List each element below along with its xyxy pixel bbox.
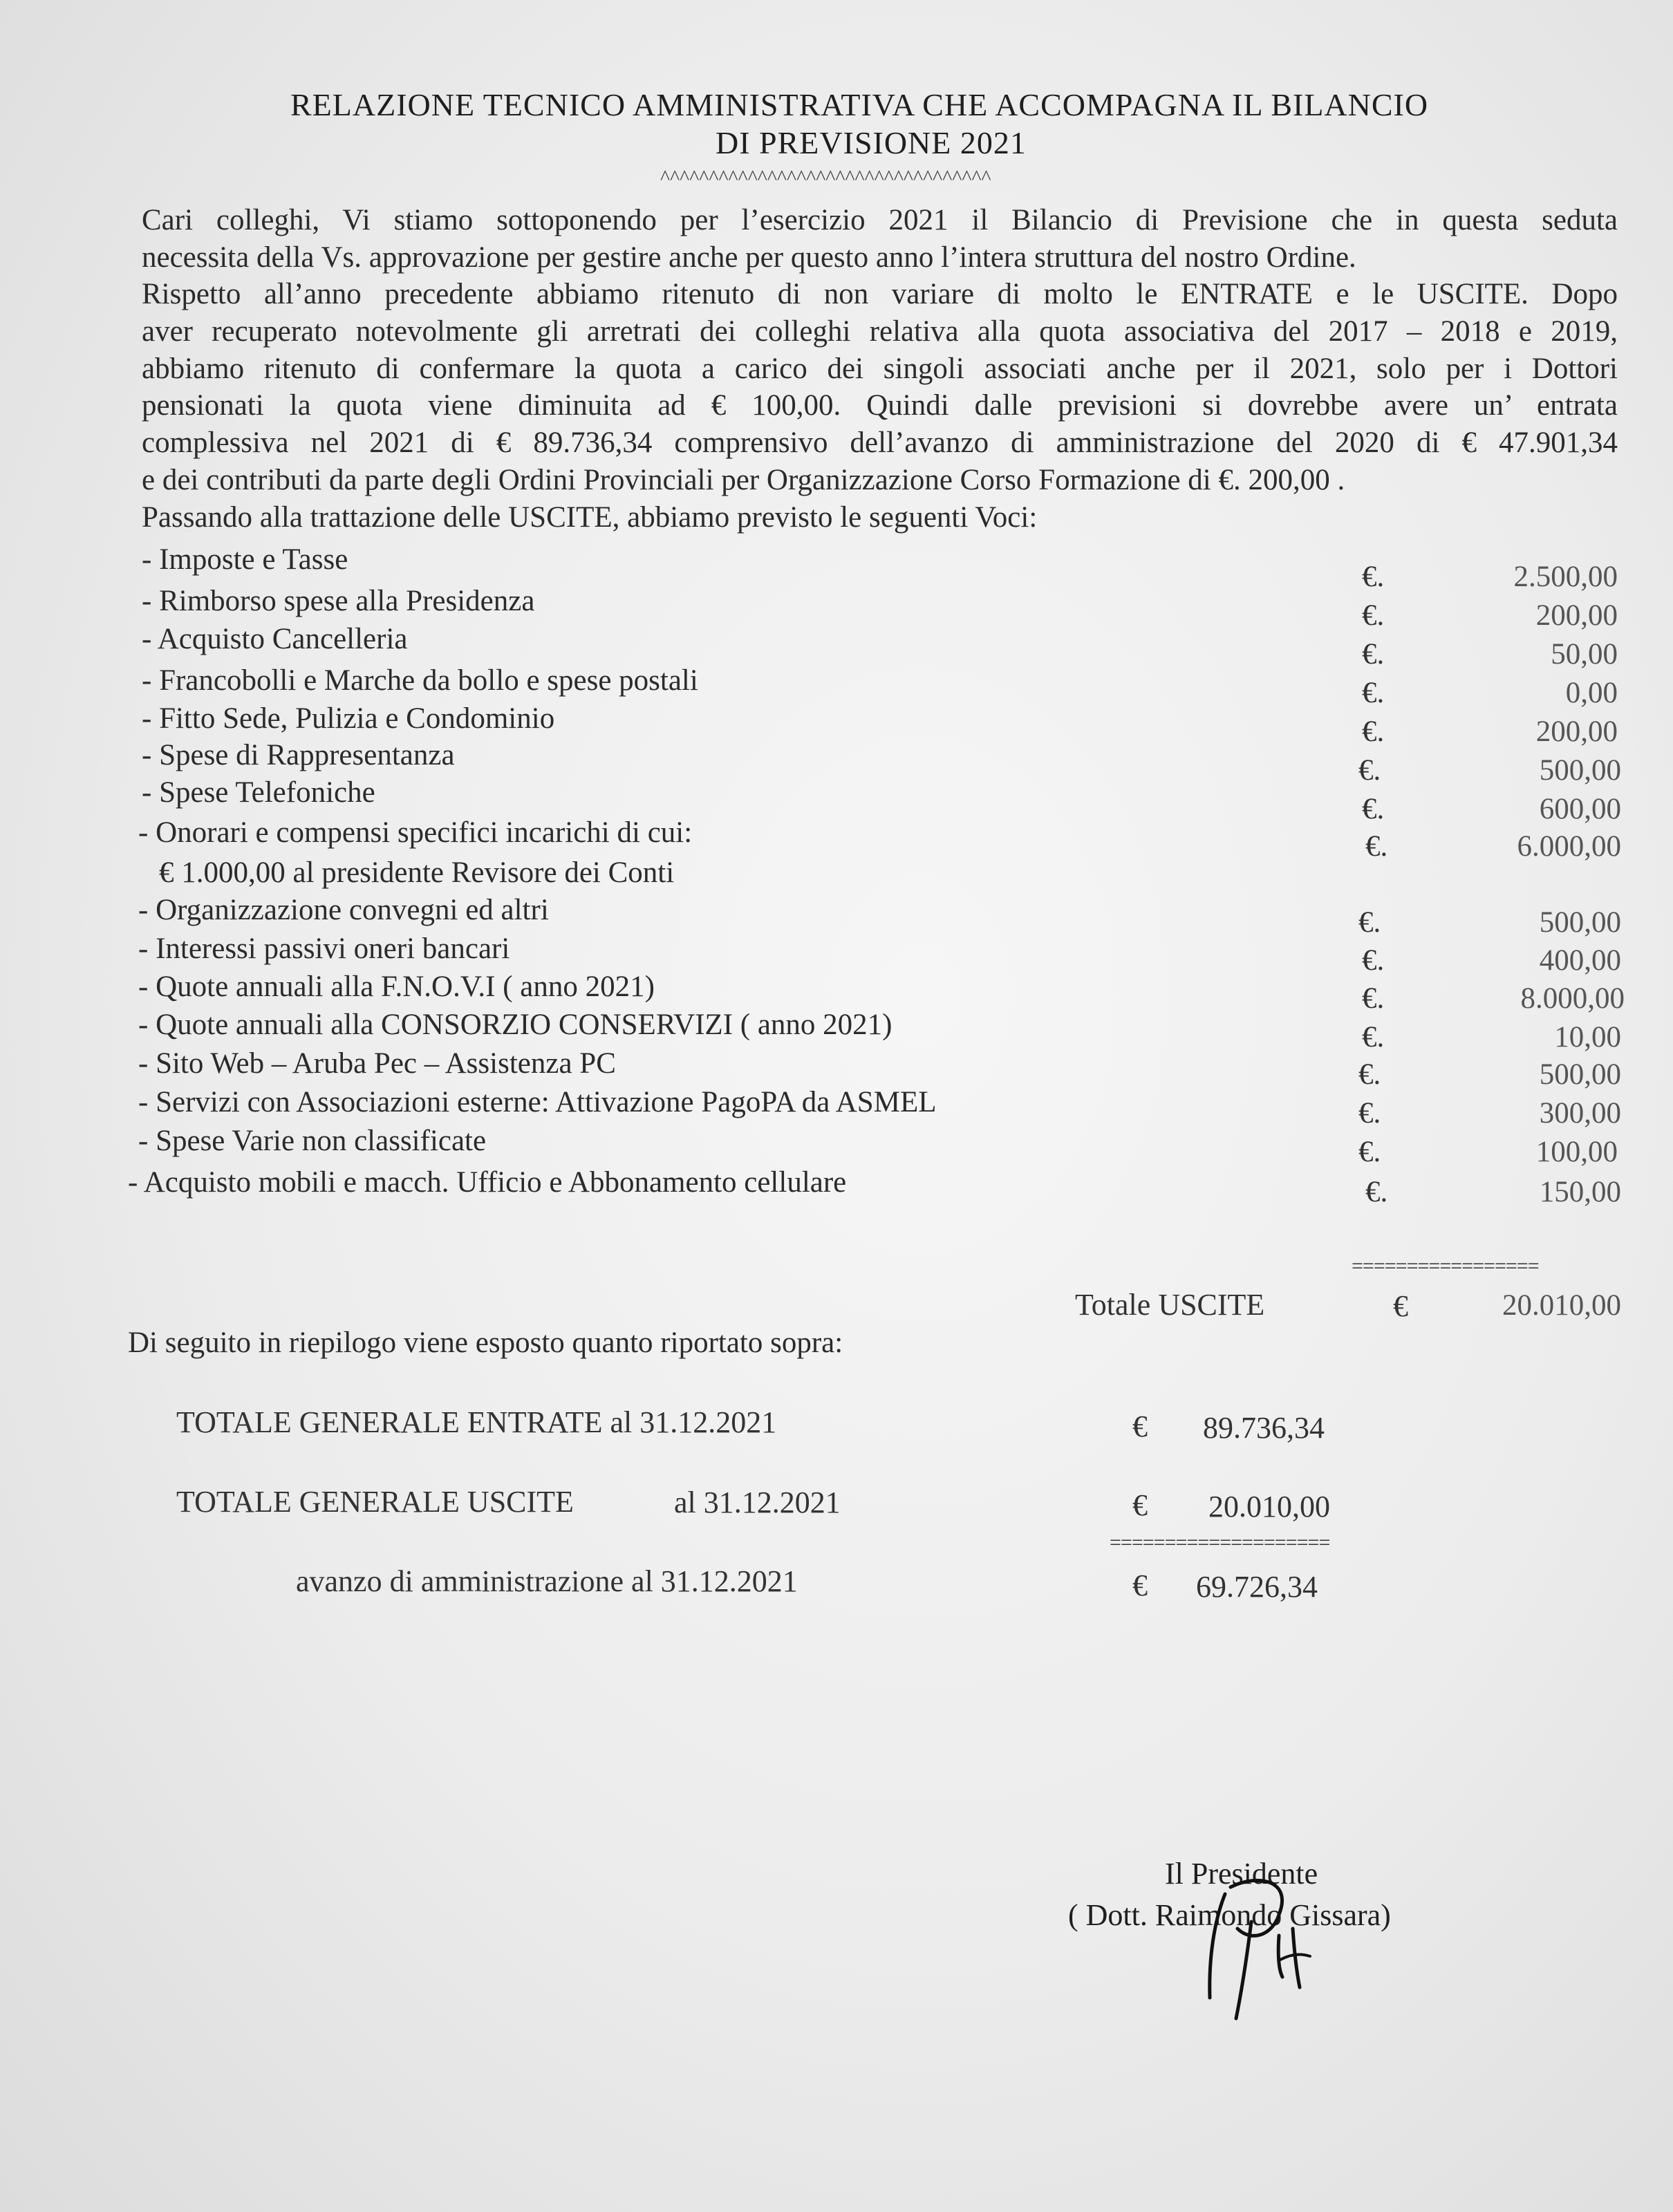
total-label: Totale USCITE [1075,1288,1265,1322]
total-currency: € [1393,1289,1408,1323]
expense-amount: 150,00 [1539,1176,1621,1208]
expense-currency: €. [1358,754,1381,787]
expense-currency: €. [1358,1136,1381,1168]
expense-amount: 600,00 [1539,793,1621,825]
expense-label: - Servizi con Associazioni esterne: Attivazione PagoPA da ASMEL [138,1086,937,1118]
expense-amount: 500,00 [1539,1058,1621,1091]
intro-line: Rispetto all’anno precedente abbiamo ritenuto di non variare di molto le ENTRATE e le USCITE. Dopo [142,278,1618,311]
expense-label: - Rimborso spese alla Presidenza [142,585,535,617]
expense-currency: €. [1358,906,1381,939]
intro-line: Cari colleghi, Vi stiamo sottoponendo per l’esercizio 2021 il Bilancio di Previsione che in questa seduta [142,204,1618,236]
expense-label: - Organizzazione convegni ed altri [138,894,549,926]
expense-sublabel: € 1.000,00 al presidente Revisore dei Conti [159,856,675,889]
document-title-line2: DI PREVISIONE 2021 [716,125,1027,160]
expense-amount: 500,00 [1539,754,1621,787]
expense-label: - Acquisto Cancelleria [142,623,408,655]
expense-amount: 200,00 [1535,715,1618,748]
expense-amount: 50,00 [1551,638,1618,671]
expense-label: - Acquisto mobili e macch. Ufficio e Abbonamento cellulare [128,1166,847,1199]
expense-currency: €. [1358,1097,1381,1130]
expense-label: - Spese Varie non classificate [138,1125,487,1157]
intro-line: pensionati la quota viene diminuita ad € 100,00. Quindi dalle previsioni si dovrebbe avere un’ entrata [142,389,1618,422]
expense-label: - Francobolli e Marche da bollo e spese postali [142,664,698,697]
expense-currency: €. [1365,1176,1388,1208]
expense-currency: €. [1362,599,1385,632]
summary-uscite-date: al 31.12.2021 [674,1485,841,1519]
expense-amount: 10,00 [1554,1021,1621,1053]
intro-line: necessita della Vs. approvazione per gestire anche per questo anno l’intera struttura del nostro Ordine. [142,241,1356,274]
expense-amount: 6.000,00 [1517,830,1621,863]
expense-currency: €. [1362,982,1385,1015]
intro-paragraph [142,202,1618,536]
expense-currency: €. [1362,944,1385,977]
summary-entrate-amount: 89.736,34 [1203,1411,1325,1445]
summary-uscite-amount: 20.010,00 [1208,1490,1330,1524]
intro-line: e dei contributi da parte degli Ordini Provinciali per Organizzazione Corso Formazione di €. 200,00 . [142,463,1345,496]
summary-rule: ==================== [1110,1531,1330,1554]
expense-currency: €. [1362,793,1385,825]
expense-amount: 200,00 [1535,599,1618,632]
expense-currency: €. [1365,830,1388,863]
expense-currency: €. [1362,677,1385,709]
signature-role: Il Presidente [1165,1857,1318,1891]
total-amount: 20.010,00 [1502,1289,1621,1322]
expense-label: - Fitto Sede, Pulizia e Condominio [142,702,555,735]
summary-avanzo-amount: 69.726,34 [1196,1570,1318,1604]
expense-amount: 100,00 [1535,1136,1618,1168]
total-rule: ================= [1352,1255,1539,1277]
expense-label: - Sito Web – Aruba Pec – Assistenza PC [138,1047,616,1080]
expense-currency: €. [1362,561,1385,593]
summary-entrate-currency: € [1132,1409,1148,1443]
summary-uscite-currency: € [1132,1488,1148,1522]
summary-avanzo-currency: € [1132,1568,1148,1602]
expense-amount: 400,00 [1539,944,1621,977]
expense-amount: 300,00 [1539,1097,1621,1130]
expense-label: - Imposte e Tasse [142,543,348,576]
expense-amount: 8.000,00 [1520,982,1625,1015]
title-underline: ^^^^^^^^^^^^^^^^^^^^^^^^^^^^^^^^^^ [660,166,991,189]
summary-avanzo-label: avanzo di amministrazione al 31.12.2021 [296,1564,798,1598]
expense-label: - Onorari e compensi specifici incarichi di cui: [138,816,693,849]
intro-line: aver recuperato notevolmente gli arretrati dei colleghi relativa alla quota associativa del 2017 – 2018 e 2019, [142,315,1618,348]
document-title-line1: RELAZIONE TECNICO AMMINISTRATIVA CHE ACCOMPAGNA IL BILANCIO [290,87,1429,122]
intro-line: complessiva nel 2021 di € 89.736,34 comprensivo dell’avanzo di amministrazione del 2020 di € 47.901,34 [142,427,1618,460]
expense-label: - Spese di Rappresentanza [142,739,455,771]
expense-amount: 2.500,00 [1513,561,1618,593]
expense-amount: 500,00 [1539,906,1621,939]
expense-amount: 0,00 [1565,677,1618,709]
handwritten-signature [1175,1866,1355,2032]
expense-label: - Spese Telefoniche [142,776,375,809]
intro-line: Passando alla trattazione delle USCITE, abbiamo previsto le seguenti Voci: [142,500,1038,534]
expense-label: - Quote annuali alla F.N.O.V.I ( anno 2021) [138,971,655,1003]
expense-label: - Interessi passivi oneri bancari [138,932,510,965]
expense-label: - Quote annuali alla CONSORZIO CONSERVIZI ( anno 2021) [138,1009,892,1041]
expense-currency: €. [1362,638,1385,671]
expense-currency: €. [1362,1021,1385,1053]
intro-line: abbiamo ritenuto di confermare la quota a carico dei singoli associati anche per il 2021, solo per i Dottori [142,352,1618,385]
summary-uscite-label: TOTALE GENERALE USCITE [176,1485,574,1519]
signature-name: ( Dott. Raimondo Gissara) [1068,1898,1391,1932]
expense-currency: €. [1358,1058,1381,1091]
summary-entrate-label: TOTALE GENERALE ENTRATE al 31.12.2021 [176,1405,777,1439]
expense-currency: €. [1362,715,1385,748]
summary-intro: Di seguito in riepilogo viene esposto quanto riportato sopra: [128,1327,843,1359]
